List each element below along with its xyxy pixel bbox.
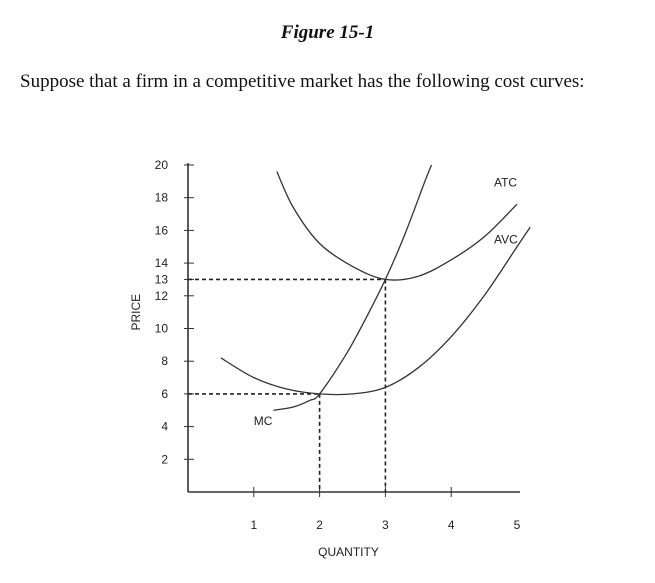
y-axis-title: PRICE <box>129 293 143 331</box>
figure-intro-text: Suppose that a firm in a competitive market has the following cost curves: <box>20 71 585 92</box>
curve-avc <box>221 227 530 395</box>
curve-label-mc: MC <box>253 413 273 428</box>
y-tick-label: 4 <box>161 419 168 434</box>
y-tick-label: 12 <box>154 288 168 303</box>
curve-atc <box>277 172 517 281</box>
y-tick-label: 2 <box>161 452 168 467</box>
curve-label-atc: ATC <box>493 175 518 190</box>
y-tick-label: 20 <box>154 158 168 172</box>
y-tick-label: 18 <box>154 190 168 205</box>
axes-group <box>129 158 521 559</box>
y-tick-label: 14 <box>154 256 168 271</box>
x-tick-label: 3 <box>382 518 389 532</box>
curve-mc <box>274 165 432 410</box>
y-tick-label: 8 <box>161 354 168 369</box>
curves-group <box>221 165 530 410</box>
y-tick-label: 13 <box>154 272 168 287</box>
y-tick-label: 6 <box>161 386 168 401</box>
x-tick-label: 2 <box>316 518 323 532</box>
figure-title: Figure 15-1 <box>280 22 375 43</box>
y-tick-label: 16 <box>154 223 168 238</box>
reference-lines-group <box>188 279 385 492</box>
x-tick-label: 1 <box>250 518 258 532</box>
x-tick-label: 5 <box>513 518 521 532</box>
x-tick-label: 4 <box>447 518 455 532</box>
y-tick-label: 10 <box>154 321 168 336</box>
curve-label-avc: AVC <box>493 232 518 247</box>
x-axis-title: QUANTITY <box>318 545 379 559</box>
